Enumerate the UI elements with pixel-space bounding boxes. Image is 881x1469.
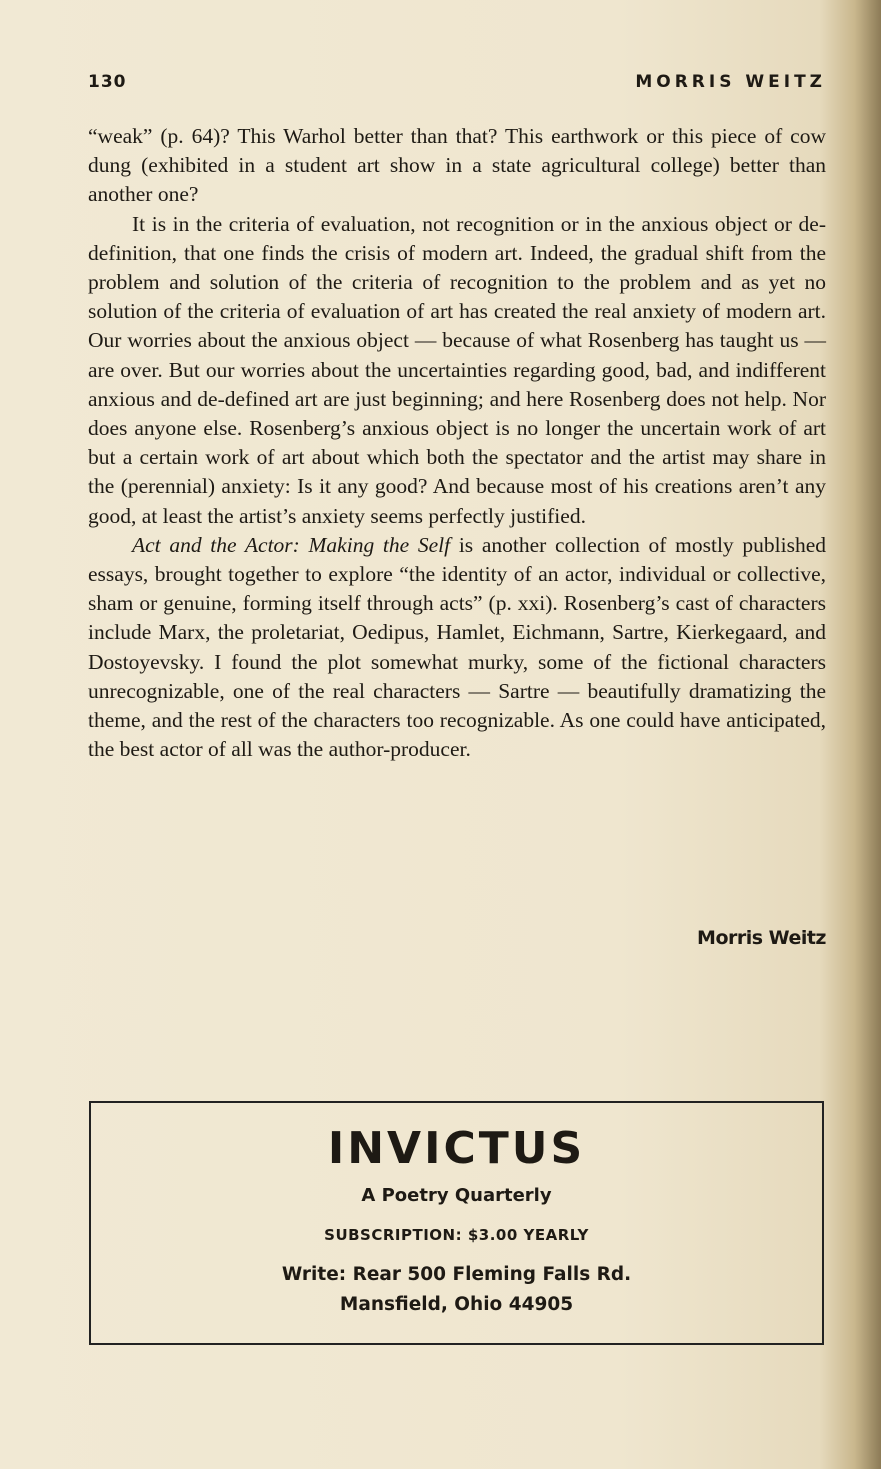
- ad-city-line: Mansfield, Ohio 44905: [339, 1294, 574, 1315]
- paragraph-1: “weak” (p. 64)? This Warhol better than that? This earthwork or this piece of cow dung (exhibited in a student art show in a state agricultural college) better than another one?: [88, 124, 826, 207]
- page-number: 130: [88, 72, 127, 92]
- ad-address-line: Write: Rear 500 Fleming Falls Rd.: [281, 1264, 632, 1285]
- ad-title: INVICTUS: [327, 1123, 586, 1174]
- paragraph-3-text: is another collection of mostly published essays, brought together to explore “the identity of an actor, individual or collective, sham or genuine, forming itself through acts” (p. xxi). Rosenberg’s cast of characters include Marx, the proletariat, Oedipus, Hamlet, Eichmann, Sartre, Kierkegaard, and Dostoyevsky. I found the plot somewhat murky, some of the fictional characters unrecognizable, one of the real characters — Sartre — beautifully dramatizing the theme, and the rest of the characters too recognizable. As one could have anticipated, the best actor of all was the author-producer.: [88, 532, 826, 762]
- page-header: [88, 72, 826, 102]
- book-title: Act and the Actor: Making the Self: [132, 532, 451, 557]
- article-body: [88, 122, 826, 764]
- advertisement-box: [89, 1101, 824, 1345]
- paragraph-2: It is in the criteria of evaluation, not recognition or in the anxious object or de-definition, that one finds the crisis of modern art. Indeed, the gradual shift from the problem and solution of the criteria of recognition to the problem and as yet no solution of the criteria of evaluation of art has created the real anxiety of modern art. Our worries about the anxious object — because of what Rosenberg has taught us — are over. But our worries about the uncertainties regarding good, bad, and indifferent anxious and de-defined art are just beginning; and here Rosenberg does not help. Nor does anyone else. Rosenberg’s anxious object is no longer the uncertain work of art but a certain work of art about which both the spectator and the artist may share in the (perennial) anxiety: Is it any good? And because most of his creations aren’t any good, at least the artist’s anxiety seems perfectly justified.: [88, 211, 826, 528]
- author-signature: Morris Weitz: [697, 927, 826, 949]
- ad-subtitle: A Poetry Quarterly: [361, 1185, 552, 1206]
- paragraph-3: [88, 531, 826, 765]
- ad-subscription: SUBSCRIPTION: $3.00 YEARLY: [324, 1226, 589, 1244]
- running-head: MORRIS WEITZ: [635, 72, 826, 92]
